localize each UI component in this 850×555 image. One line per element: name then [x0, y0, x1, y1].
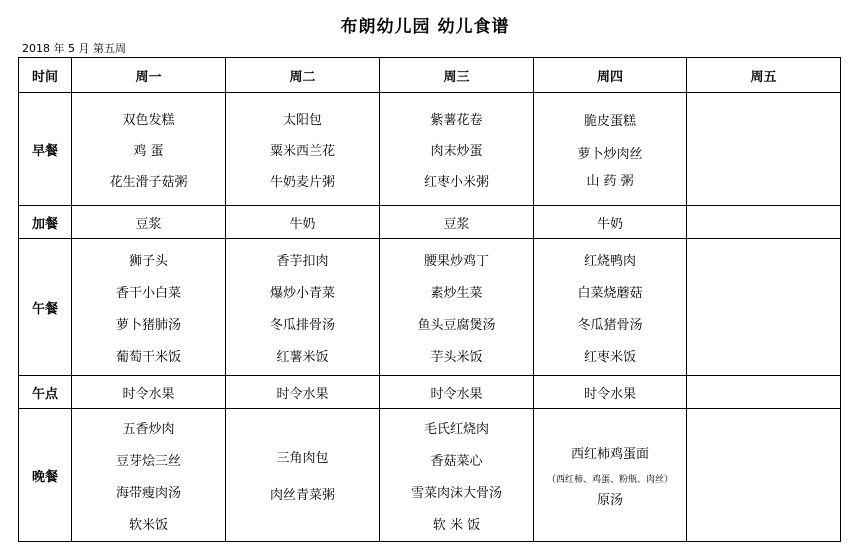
lunch-friday: [687, 239, 841, 376]
dish: 鱼头豆腐煲汤: [417, 317, 496, 333]
dish: 太阳包: [282, 112, 322, 128]
lunch-tuesday: [226, 239, 380, 376]
page-title: 布朗幼儿园 幼儿食谱: [340, 17, 510, 37]
dish: 萝卜猪肺汤: [115, 317, 181, 333]
dish: 牛奶: [596, 216, 623, 232]
dish: 毛氏红烧肉: [423, 421, 489, 437]
breakfast-label: 早餐: [19, 93, 72, 206]
dish: 红枣米饭: [583, 349, 636, 365]
dish: 狮子头: [128, 253, 168, 269]
breakfast-monday: [72, 93, 226, 206]
header-tuesday: 周二: [226, 58, 380, 93]
dinner-label: 晚餐: [19, 409, 72, 542]
lunch-thursday: [534, 239, 687, 376]
dinner-thursday: [534, 409, 687, 542]
dish: 鸡 蛋: [133, 143, 164, 159]
dish: 软米饭: [128, 517, 168, 533]
dish: 肉末炒蛋: [430, 143, 483, 159]
dish: 冬瓜猪骨汤: [577, 317, 643, 333]
header-friday: 周五: [687, 58, 841, 93]
afternoon-snack-tuesday: [226, 376, 380, 409]
breakfast-thursday: [534, 93, 687, 206]
snack-wednesday: [380, 206, 534, 239]
dinner-friday: [687, 409, 841, 542]
dish: 萝卜炒肉丝: [577, 146, 643, 162]
dish: 时令水果: [430, 386, 483, 402]
dish: 西红柿鸡蛋面: [570, 446, 649, 462]
dinner-wednesday: [380, 409, 534, 542]
header-monday: 周一: [72, 58, 226, 93]
afternoon-snack-label: 午点: [19, 376, 72, 409]
dish: 三角肉包: [276, 451, 329, 466]
dish: 白菜烧蘑菇: [577, 285, 643, 301]
dish: 海带瘦肉汤: [115, 485, 181, 501]
breakfast-friday: [687, 93, 841, 206]
week-label: 2018 年 5 月 第五周: [22, 42, 126, 55]
dish: 山 药 粥: [586, 173, 634, 189]
afternoon-snack-monday: [72, 376, 226, 409]
lunch-label: 午餐: [19, 239, 72, 376]
dish: 粟米西兰花: [269, 143, 335, 159]
lunch-wednesday: [380, 239, 534, 376]
lunch-monday: [72, 239, 226, 376]
header-wednesday: 周三: [380, 58, 534, 93]
afternoon-snack-row: [19, 376, 841, 409]
dish: 雪菜肉沫大骨汤: [410, 485, 502, 501]
dish: 花生滑子菇粥: [109, 174, 188, 190]
dish: 腰果炒鸡丁: [423, 253, 489, 269]
dish: 红烧鸭肉: [583, 253, 636, 269]
breakfast-wednesday: [380, 93, 534, 206]
dish: 素炒生菜: [430, 285, 483, 301]
dish: 豆浆: [443, 216, 470, 232]
dish: 红枣小米粥: [423, 174, 489, 190]
afternoon-snack-friday: [687, 376, 841, 409]
breakfast-tuesday: [226, 93, 380, 206]
header-row: [19, 58, 841, 93]
afternoon-snack-wednesday: [380, 376, 534, 409]
dish: 香芋扣肉: [276, 253, 329, 269]
dinner-tuesday: [226, 409, 380, 542]
dish: 红薯米饭: [276, 349, 329, 365]
menu-table: [18, 57, 841, 542]
dish: 豆芽烩三丝: [115, 453, 181, 469]
dish: 双色发糕: [122, 112, 175, 128]
dish-ingredients-note: （西红柿、鸡蛋、粉瓶、肉丝）: [546, 474, 673, 485]
dish: 牛奶麦片粥: [269, 174, 335, 190]
dish: 脆皮蛋糕: [583, 113, 636, 129]
dish: 香菇菜心: [430, 453, 483, 469]
snack-row: [19, 206, 841, 239]
dish: 五香炒肉: [122, 421, 175, 437]
dish: 时令水果: [583, 386, 636, 402]
dish: 时令水果: [276, 386, 329, 402]
dish: 软 米 饭: [432, 517, 481, 533]
header-thursday: 周四: [534, 58, 687, 93]
snack-label: 加餐: [19, 206, 72, 239]
snack-monday: [72, 206, 226, 239]
dish: 原汤: [596, 492, 623, 508]
dish: 香干小白菜: [115, 285, 181, 301]
dish: 芋头米饭: [430, 349, 483, 365]
snack-thursday: [534, 206, 687, 239]
dish: 爆炒小青菜: [269, 285, 335, 301]
dinner-monday: [72, 409, 226, 542]
dish: 肉丝青菜粥: [269, 488, 335, 503]
dish: 时令水果: [122, 386, 175, 402]
lunch-row: [19, 239, 841, 376]
snack-tuesday: [226, 206, 380, 239]
dish: 牛奶: [289, 216, 316, 232]
afternoon-snack-thursday: [534, 376, 687, 409]
dish: 冬瓜排骨汤: [269, 317, 335, 333]
dish: 豆浆: [135, 216, 162, 232]
dinner-row: [19, 409, 841, 542]
header-time: 时间: [19, 58, 72, 93]
breakfast-row: [19, 93, 841, 206]
snack-friday: [687, 206, 841, 239]
dish: 紫薯花卷: [430, 112, 483, 128]
dish: 葡萄干米饭: [115, 349, 181, 365]
